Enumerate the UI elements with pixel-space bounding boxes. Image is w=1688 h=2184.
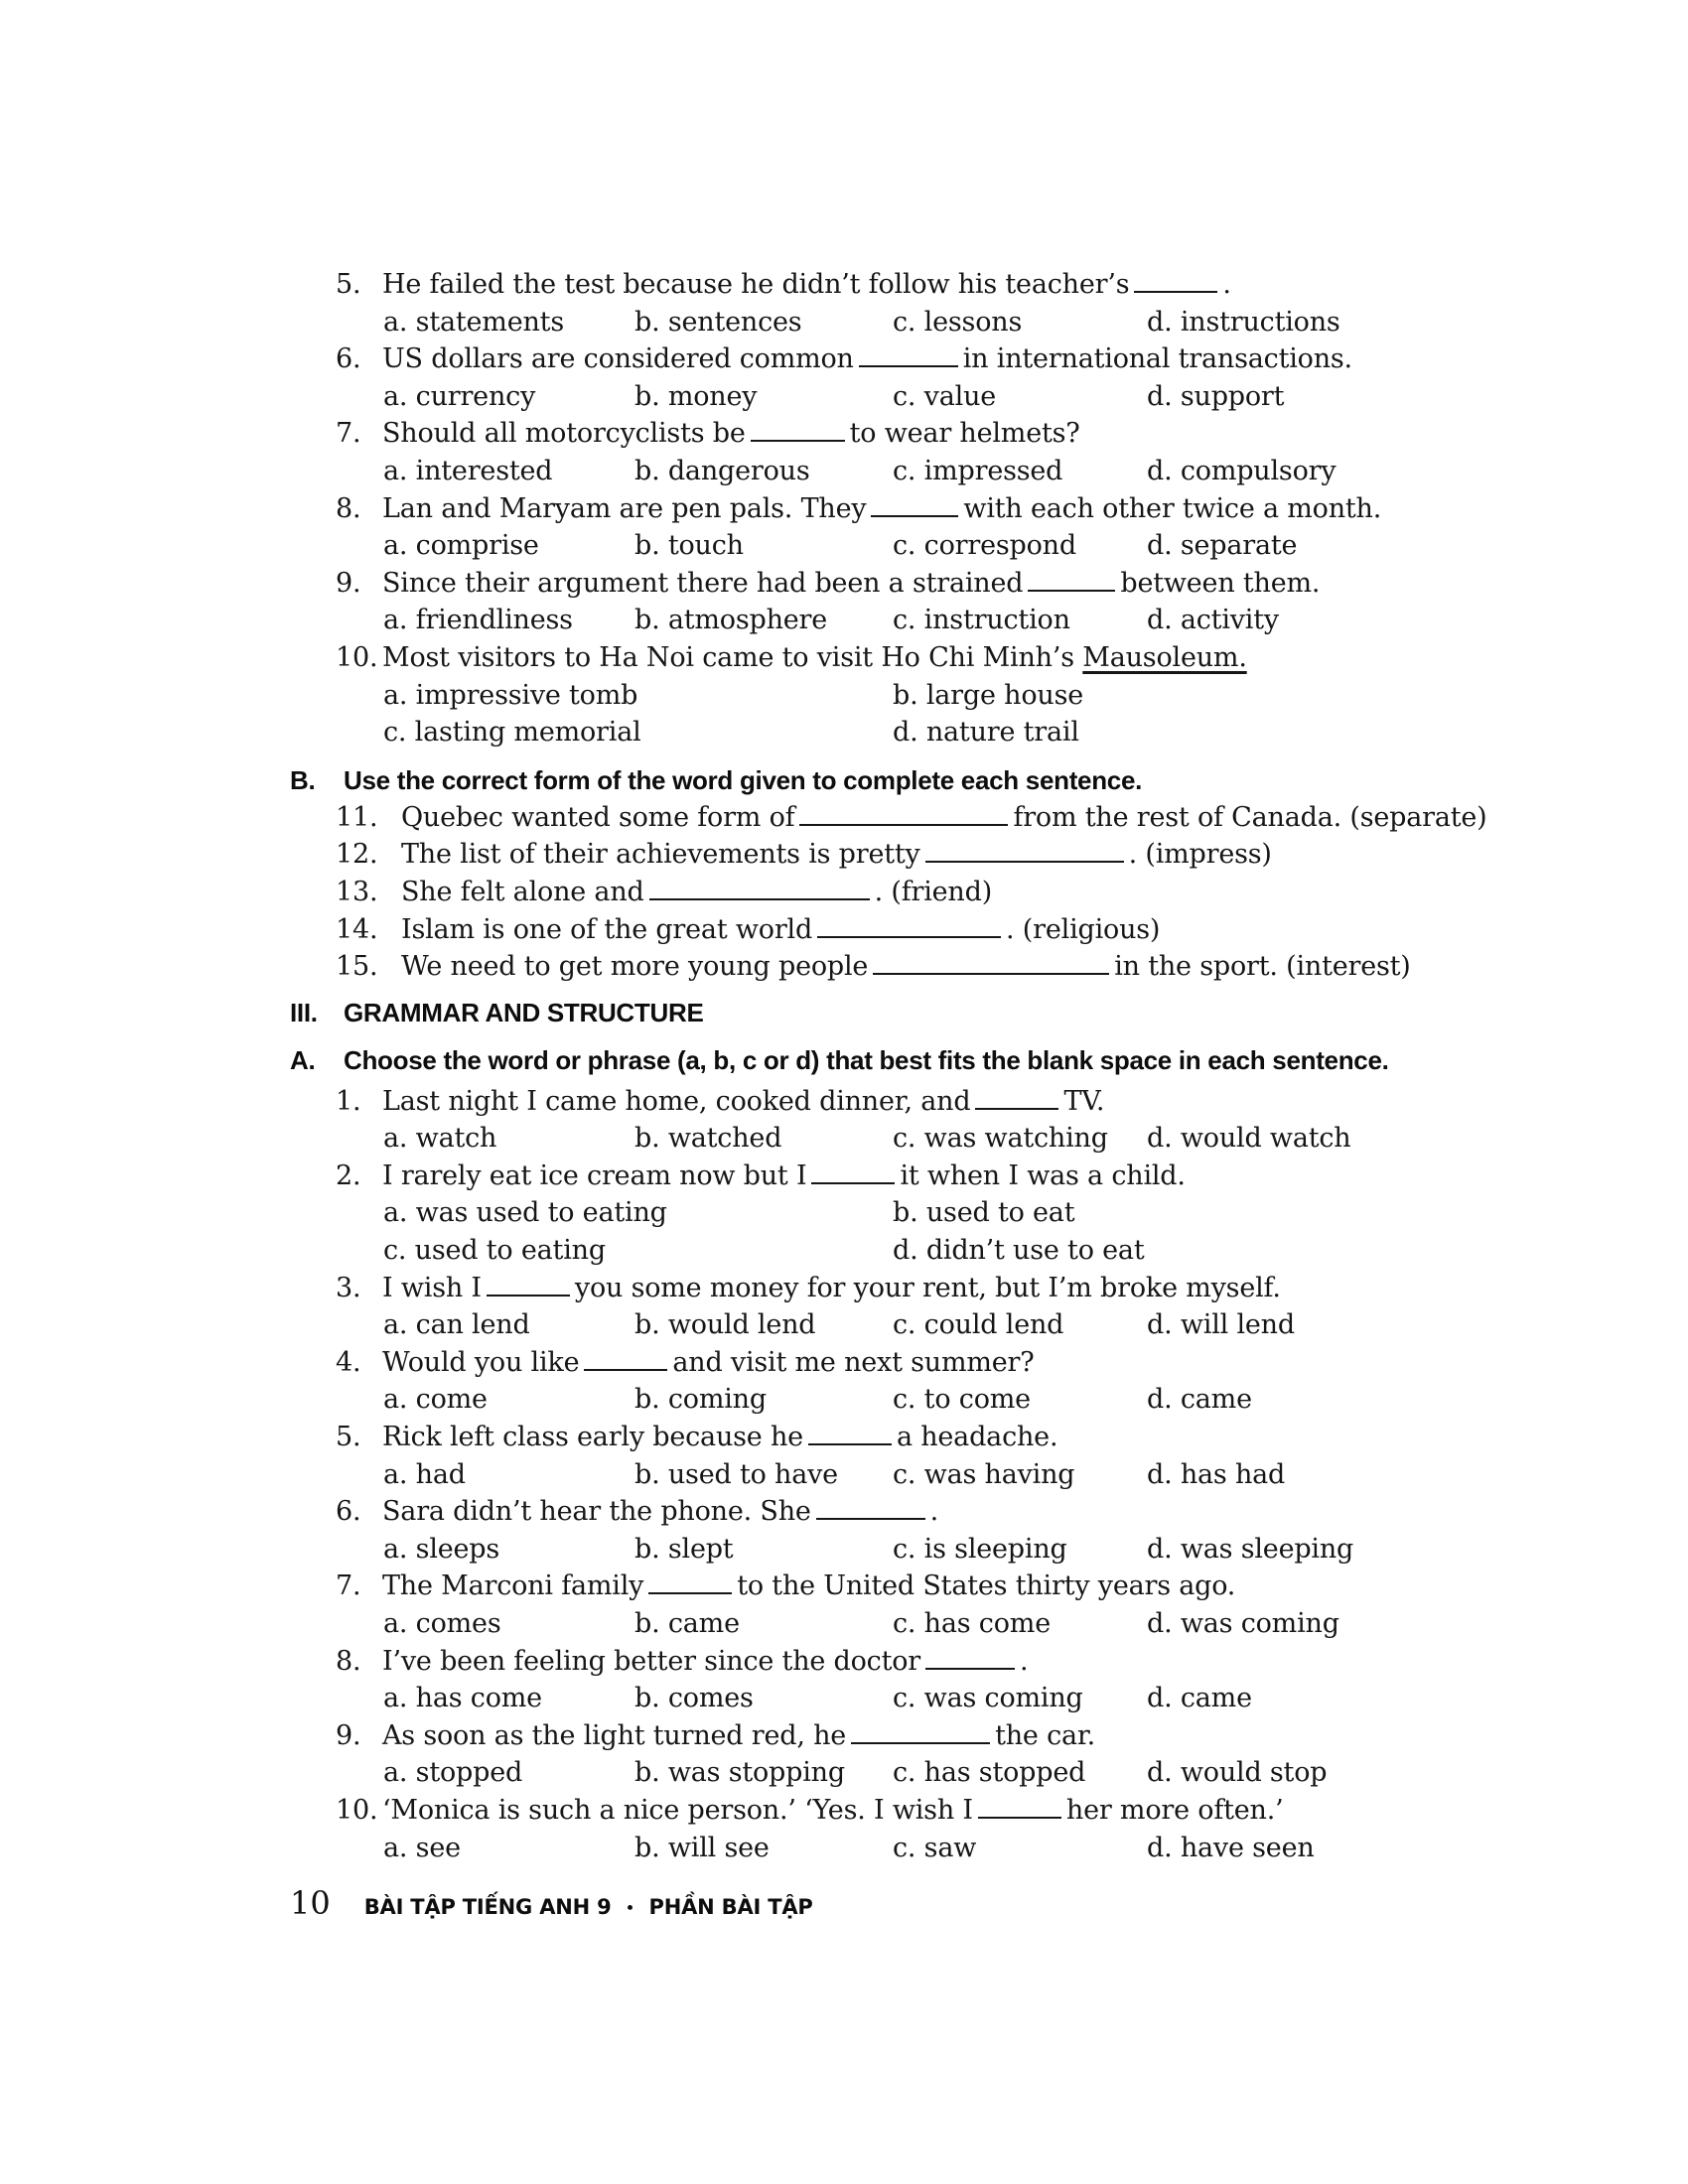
options-row <box>383 1306 1448 1344</box>
question-post: to wear helmets? <box>849 418 1080 450</box>
question-number: 12. <box>336 839 378 871</box>
question-text <box>401 799 1487 837</box>
question-pre: Would you like <box>382 1346 580 1378</box>
answer-blank <box>859 360 958 367</box>
section-iii-title: GRAMMAR AND STRUCTURE <box>344 997 704 1027</box>
question-post: . (impress) <box>1128 839 1272 871</box>
answer-blank <box>584 1364 667 1371</box>
question-text <box>382 1344 1448 1382</box>
question-text <box>382 415 1448 453</box>
option-a: a. interested <box>383 455 553 486</box>
page-footer <box>290 1884 813 1922</box>
answer-blank <box>648 1587 732 1594</box>
question-item <box>336 1568 1448 1605</box>
section-b-label: B. <box>290 764 316 795</box>
question-number: 6. <box>336 1496 361 1528</box>
footer-bullet-icon: • <box>625 1899 635 1919</box>
question-pre: He failed the test because he didn’t follow his teacher’s <box>382 269 1130 300</box>
question-item <box>336 1083 1448 1121</box>
option-c: c. value <box>893 380 997 412</box>
option-c: c. was coming <box>893 1683 1083 1714</box>
question-number: 14. <box>336 913 378 945</box>
question-item <box>336 266 1448 304</box>
underlined-word: Mausoleum. <box>1082 641 1247 673</box>
option-b: b. used to have <box>634 1458 838 1490</box>
option-d: d. came <box>1147 1384 1252 1416</box>
option-d: d. have seen <box>1147 1832 1315 1863</box>
question-number: 9. <box>336 567 361 599</box>
question-item <box>336 799 1487 837</box>
options-row <box>383 1232 1448 1270</box>
question-text <box>401 874 1448 911</box>
option-b: b. coming <box>634 1384 767 1416</box>
options-row <box>383 1456 1448 1494</box>
option-c: c. was watching <box>893 1123 1108 1155</box>
section-a-heading <box>290 1041 1448 1079</box>
footer-book-title: BÀI TẬP TIẾNG ANH 9 <box>363 1895 612 1919</box>
question-item <box>336 911 1448 949</box>
options-row <box>383 378 1448 416</box>
answer-blank <box>975 1103 1058 1110</box>
question-pre: I rarely eat ice cream now but I <box>382 1160 807 1191</box>
question-post: between them. <box>1120 567 1321 599</box>
question-item <box>336 639 1448 677</box>
question-pre: Sara didn’t hear the phone. She <box>382 1496 811 1528</box>
question-item <box>336 836 1448 874</box>
question-text <box>382 1158 1448 1195</box>
question-item <box>336 874 1448 911</box>
question-item <box>336 1493 1448 1531</box>
option-b: b. will see <box>634 1832 770 1863</box>
worksheet-content <box>290 266 1487 1866</box>
question-post: with each other twice a month. <box>963 492 1382 524</box>
option-b: b. used to eat <box>893 1197 1075 1229</box>
question-pre: ‘Monica is such a nice person.’ ‘Yes. I wish I <box>382 1794 973 1826</box>
options-row <box>383 1830 1448 1867</box>
question-text <box>401 911 1448 949</box>
answer-blank <box>487 1290 570 1297</box>
question-text <box>382 639 1448 677</box>
option-d: d. didn’t use to eat <box>893 1235 1145 1267</box>
options-row <box>383 1194 1448 1232</box>
option-d: d. has had <box>1147 1458 1286 1490</box>
question-item <box>336 1158 1448 1195</box>
answer-blank <box>816 1513 925 1520</box>
question-pre: Lan and Maryam are pen pals. They <box>382 492 867 524</box>
option-a: a. can lend <box>383 1309 530 1341</box>
question-text <box>382 1270 1448 1307</box>
question-number: 9. <box>336 1719 361 1751</box>
question-post: from the rest of Canada. (separate) <box>1013 801 1487 833</box>
option-d: d. compulsory <box>1147 455 1336 486</box>
question-number: 10. <box>336 641 378 673</box>
option-c: c. could lend <box>893 1309 1064 1341</box>
question-pre: Islam is one of the great world <box>401 913 813 945</box>
option-b: b. was stopping <box>634 1757 845 1789</box>
question-item <box>336 1792 1448 1830</box>
options-row <box>383 602 1448 639</box>
option-d: d. came <box>1147 1683 1252 1714</box>
question-pre: Rick left class early because he <box>382 1422 803 1453</box>
option-c: c. impressed <box>893 455 1063 486</box>
option-a: a. has come <box>383 1683 542 1714</box>
answer-blank <box>808 1438 892 1445</box>
option-c: c. used to eating <box>383 1235 606 1267</box>
options-row <box>383 1531 1448 1569</box>
question-number: 11. <box>336 801 378 833</box>
options-row <box>383 714 1448 751</box>
option-a: a. see <box>383 1832 461 1863</box>
question-item <box>336 1419 1448 1456</box>
question-post: her more often.’ <box>1065 1794 1284 1826</box>
question-pre: The Marconi family <box>382 1570 644 1602</box>
question-number: 3. <box>336 1272 361 1303</box>
options-row <box>383 304 1448 341</box>
question-pre: I’ve been feeling better since the doctor <box>382 1645 921 1677</box>
section-b-title: Use the correct form of the word given to complete each sentence. <box>344 764 1143 795</box>
question-number: 5. <box>336 269 361 300</box>
section-b-heading <box>290 761 1448 799</box>
answer-blank <box>851 1737 990 1744</box>
option-a: a. comprise <box>383 530 539 562</box>
option-d: d. was sleeping <box>1147 1533 1354 1565</box>
question-post: in international transactions. <box>962 343 1352 375</box>
answer-blank <box>817 931 1001 938</box>
question-item <box>336 1643 1448 1681</box>
question-item <box>336 1344 1448 1382</box>
option-b: b. slept <box>634 1533 734 1565</box>
question-post: in the sport. (interest) <box>1114 951 1411 983</box>
question-text <box>382 1568 1448 1605</box>
option-a: a. had <box>383 1458 466 1490</box>
option-a: a. come <box>383 1384 488 1416</box>
answer-blank <box>1028 585 1115 592</box>
question-post: a headache. <box>896 1422 1058 1453</box>
option-a: a. comes <box>383 1608 501 1639</box>
question-number: 8. <box>336 1645 361 1677</box>
option-c: c. has come <box>893 1608 1051 1639</box>
question-text <box>382 565 1448 603</box>
options-row <box>383 1381 1448 1419</box>
question-text <box>382 1643 1448 1681</box>
question-text <box>382 1083 1448 1121</box>
question-number: 7. <box>336 418 361 450</box>
option-d: d. would stop <box>1147 1757 1328 1789</box>
question-text <box>382 266 1448 304</box>
options-row <box>383 527 1448 565</box>
option-c: c. saw <box>893 1832 977 1863</box>
question-post: . <box>929 1496 939 1528</box>
question-number: 15. <box>336 951 378 983</box>
option-a: a. currency <box>383 380 536 412</box>
option-b: b. comes <box>634 1683 754 1714</box>
question-pre: I wish I <box>382 1272 482 1303</box>
option-d: d. separate <box>1147 530 1298 562</box>
question-item <box>336 341 1448 378</box>
question-post: you some money for your rent, but I’m broke myself. <box>574 1272 1281 1303</box>
option-b: b. dangerous <box>634 455 810 486</box>
question-pre: US dollars are considered common <box>382 343 854 375</box>
question-pre: Since their argument there had been a strained <box>382 567 1024 599</box>
question-number: 10. <box>336 1794 378 1826</box>
answer-blank <box>873 968 1109 975</box>
question-item <box>336 1717 1448 1755</box>
question-number: 2. <box>336 1160 361 1191</box>
option-d: d. will lend <box>1147 1309 1295 1341</box>
question-text <box>382 490 1448 528</box>
question-pre: Last night I came home, cooked dinner, and <box>382 1085 971 1117</box>
question-item <box>336 415 1448 453</box>
answer-blank <box>871 510 958 517</box>
answer-blank <box>751 435 845 442</box>
option-b: b. came <box>634 1608 740 1639</box>
option-a: a. impressive tomb <box>383 679 638 711</box>
question-item <box>336 1270 1448 1307</box>
question-pre: She felt alone and <box>401 876 644 907</box>
question-post: . <box>1020 1645 1029 1677</box>
option-c: c. correspond <box>893 530 1076 562</box>
question-number: 13. <box>336 876 378 907</box>
section-iii-heading <box>290 994 1448 1031</box>
question-number: 8. <box>336 492 361 524</box>
question-post: . <box>1222 269 1231 300</box>
question-pre: Should all motorcyclists be <box>382 418 746 450</box>
question-text <box>382 1493 1448 1531</box>
option-a: a. watch <box>383 1123 497 1155</box>
question-item <box>336 948 1448 986</box>
option-d: d. was coming <box>1147 1608 1339 1639</box>
options-row <box>383 1754 1448 1792</box>
question-post: TV. <box>1063 1085 1105 1117</box>
option-b: b. touch <box>634 530 744 562</box>
option-a: a. stopped <box>383 1757 523 1789</box>
question-text <box>382 1419 1448 1456</box>
option-b: b. watched <box>634 1123 782 1155</box>
question-text <box>382 341 1448 378</box>
option-c: c. lessons <box>893 306 1023 338</box>
section-a-title: Choose the word or phrase (a, b, c or d) that best fits the blank space in each sentence. <box>344 1044 1389 1075</box>
question-post: . (friend) <box>874 876 993 907</box>
question-pre: Most visitors to Ha Noi came to visit Ho Chi Minh’s <box>382 641 1074 673</box>
answer-blank <box>1134 286 1217 293</box>
section-a-label: A. <box>290 1044 316 1075</box>
option-c: c. instruction <box>893 605 1070 636</box>
options-row <box>383 677 1448 715</box>
question-pre: As soon as the light turned red, he <box>382 1719 847 1751</box>
question-post: the car. <box>995 1719 1096 1751</box>
question-post: to the United States thirty years ago. <box>737 1570 1236 1602</box>
option-c: c. has stopped <box>893 1757 1086 1789</box>
option-a: a. sleeps <box>383 1533 500 1565</box>
option-a: a. statements <box>383 306 564 338</box>
question-number: 7. <box>336 1570 361 1602</box>
answer-blank <box>799 819 1008 826</box>
question-text <box>382 1717 1448 1755</box>
answer-blank <box>925 1663 1015 1670</box>
answer-blank <box>811 1177 895 1184</box>
question-pre: We need to get more young people <box>401 951 869 983</box>
question-post: and visit me next summer? <box>672 1346 1035 1378</box>
question-number: 1. <box>336 1085 361 1117</box>
option-d: d. instructions <box>1147 306 1340 338</box>
question-post: it when I was a child. <box>900 1160 1186 1191</box>
options-row <box>383 1605 1448 1643</box>
question-post: . (religious) <box>1006 913 1161 945</box>
answer-blank <box>978 1812 1061 1819</box>
question-number: 4. <box>336 1346 361 1378</box>
option-b: b. atmosphere <box>634 605 828 636</box>
answer-blank <box>649 893 870 900</box>
options-row <box>383 1680 1448 1717</box>
option-b: b. money <box>634 380 758 412</box>
question-number: 5. <box>336 1422 361 1453</box>
option-c: c. lasting memorial <box>383 717 641 749</box>
question-number: 6. <box>336 343 361 375</box>
question-text <box>401 948 1448 986</box>
option-d: d. activity <box>1147 605 1279 636</box>
option-b: b. would lend <box>634 1309 816 1341</box>
question-pre: Quebec wanted some form of <box>401 801 795 833</box>
footer-section-title: PHẦN BÀI TẬP <box>648 1895 813 1919</box>
option-c: c. is sleeping <box>893 1533 1067 1565</box>
option-d: d. would watch <box>1147 1123 1351 1155</box>
option-b: b. sentences <box>634 306 802 338</box>
option-c: c. was having <box>893 1458 1075 1490</box>
question-pre: The list of their achievements is pretty <box>401 839 920 871</box>
answer-blank <box>925 856 1124 863</box>
question-text <box>401 836 1448 874</box>
question-text <box>382 1792 1448 1830</box>
footer-page-number: 10 <box>290 1884 331 1922</box>
question-item <box>336 565 1448 603</box>
option-a: a. was used to eating <box>383 1197 667 1229</box>
option-c: c. to come <box>893 1384 1031 1416</box>
section-iii-label: III. <box>290 997 318 1027</box>
option-d: d. support <box>1147 380 1285 412</box>
option-d: d. nature trail <box>893 717 1079 749</box>
option-a: a. friendliness <box>383 605 573 636</box>
option-b: b. large house <box>893 679 1084 711</box>
question-item <box>336 490 1448 528</box>
options-row <box>383 453 1448 490</box>
options-row <box>383 1120 1448 1158</box>
